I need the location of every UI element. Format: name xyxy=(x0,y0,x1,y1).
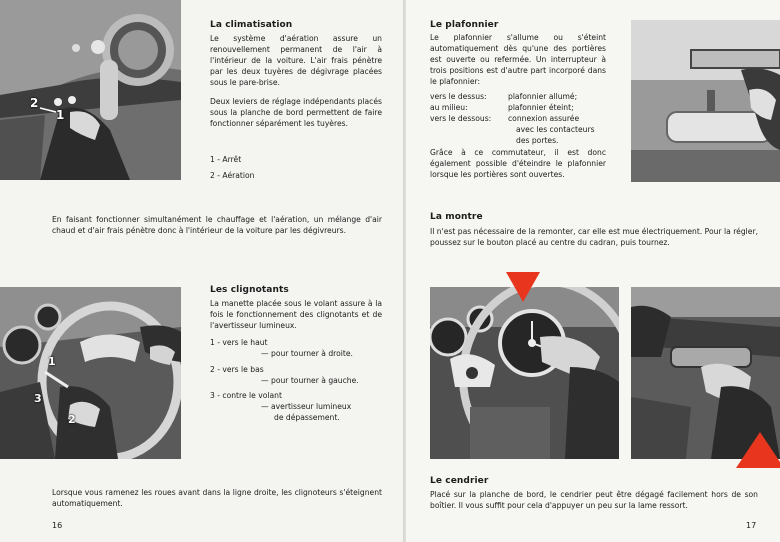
plafonnier-para-2: Grâce à ce commutateur, il est donc également possible d'éteindre le plafonnier lorsque les portières sont ouvertes. xyxy=(430,148,606,179)
photo-label-2: 2 xyxy=(30,96,39,110)
photo-label-1: 1 xyxy=(48,355,56,368)
climatisation-title: La climatisation xyxy=(210,20,293,30)
photo-label-1: 1 xyxy=(56,108,65,122)
photo-label-2: 2 xyxy=(68,413,76,426)
page-number-right: 17 xyxy=(746,521,757,530)
climatisation-para-1: Le système d'aération assure un renouvellement permanent de l'air à l'intérieur de la voiture. L'air frais pénètre par les deux tuyères de dégivrage placées sous le pare-brise. xyxy=(210,34,382,87)
position-cont-1: avec les contacteurs xyxy=(516,125,595,134)
red-arrow-up xyxy=(736,432,780,468)
clignotants-line-2a: 2 - vers le bas xyxy=(210,365,264,374)
montre-text: Il n'est pas nécessaire de la remonter, car elle est mue électriquement. Pour la régler, poussez sur le bouton placé au centre du cadran, puis tournez. xyxy=(430,227,758,247)
climatisation-photo xyxy=(0,0,181,180)
right-page xyxy=(406,0,780,542)
climatisation-item-1: 1 - Arrêt xyxy=(210,155,242,164)
position-where-3: vers le dessous: xyxy=(430,114,492,123)
cendrier-title: Le cendrier xyxy=(430,476,489,486)
clignotants-line-1a: 1 - vers le haut xyxy=(210,338,268,347)
plafonnier-photo xyxy=(631,20,780,182)
position-cont-2: des portes. xyxy=(516,136,559,145)
page-number-left: 16 xyxy=(52,521,63,530)
mixed-air-note: En faisant fonctionner simultanément le chauffage et l'aération, un mélange d'air chaud et d'air frais pénètre donc à l'intérieur de la voiture par les dégivreurs. xyxy=(52,215,382,235)
clignotants-title: Les clignotants xyxy=(210,285,289,295)
position-where-2: au milieu: xyxy=(430,103,468,112)
red-arrow-down xyxy=(506,272,540,302)
photo-label-3: 3 xyxy=(34,392,42,405)
cendrier-text: Placé sur la planche de bord, le cendrier peut être dégagé facilement hors de son boîtier. Il vous suffit pour cela d'appuyer un peu sur la lame ressort. xyxy=(430,490,758,510)
position-where-1: vers le dessus: xyxy=(430,92,487,101)
plafonnier-para-1: Le plafonnier s'allume ou s'éteint automatiquement dès qu'une des portières est ouverte ou refermée. Un interrupteur à trois positions est d'autre part incorporé dans le plafonnier: xyxy=(430,33,606,86)
position-what-3: connexion assurée xyxy=(508,114,580,123)
position-what-1: plafonnier allumé; xyxy=(508,92,578,101)
clignotants-line-1b: — pour tourner à droite. xyxy=(261,349,353,358)
clignotants-footer: Lorsque vous ramenez les roues avant dans la ligne droite, les clignoteurs s'éteignent automatiquement. xyxy=(52,488,382,508)
clignotants-photo xyxy=(0,287,181,459)
plafonnier-title: Le plafonnier xyxy=(430,20,499,30)
clignotants-line-2b: — pour tourner à gauche. xyxy=(261,376,359,385)
climatisation-para-2: Deux leviers de réglage indépendants placés sous la planche de bord permettent de faire fonctionner séparément les tuyères. xyxy=(210,97,382,128)
montre-title: La montre xyxy=(430,212,483,222)
clignotants-intro: La manette placée sous le volant assure à la fois le fonctionnement des clignotants et de l'avertisseur lumineux. xyxy=(210,299,382,330)
clignotants-line-3c: de dépassement. xyxy=(274,413,340,422)
clignotants-line-3a: 3 - contre le volant xyxy=(210,391,282,400)
montre-photo xyxy=(430,287,619,459)
climatisation-item-2: 2 - Aération xyxy=(210,171,255,180)
position-what-2: plafonnier éteint; xyxy=(508,103,574,112)
clignotants-line-3b: — avertisseur lumineux xyxy=(261,402,352,411)
